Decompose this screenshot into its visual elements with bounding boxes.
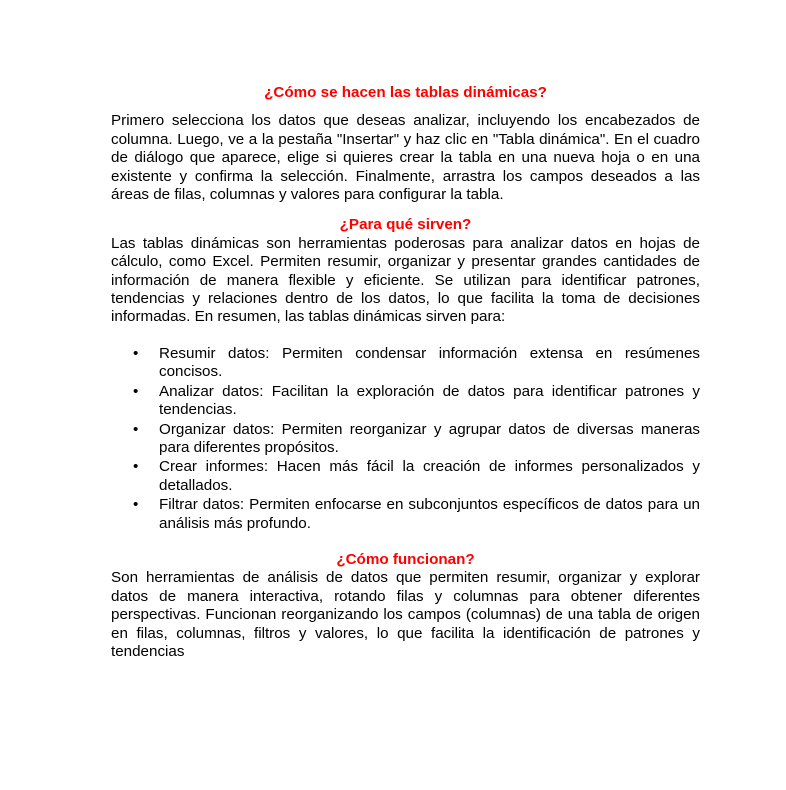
- list-item-text: Analizar datos: Facilitan la exploración de datos para identificar patrones y tendencias.: [159, 382, 700, 419]
- bullet-icon: •: [133, 382, 139, 400]
- list-item: [111, 496, 700, 533]
- paragraph-how-to-make: Primero selecciona los datos que deseas analizar, incluyendo los encabezados de columna. Luego, ve a la pestaña "Insertar" y haz clic en "Tabla dinámica". En el cuadro de diálogo que aparece, elige si quieres crear la tabla en una nueva hoja o en una existente y confirma la selección. Finalmente, arrastra los campos deseados a las áreas de filas, columnas y valores para configurar la tabla.: [111, 112, 700, 204]
- bullet-icon: •: [133, 420, 139, 438]
- bullet-icon: •: [133, 496, 139, 514]
- list-item-text: Filtrar datos: Permiten enfocarse en subconjuntos específicos de datos para un análisis más profundo.: [159, 496, 700, 532]
- list-item: [111, 421, 700, 458]
- heading-purpose: ¿Para qué sirven?: [339, 216, 472, 234]
- list-item: [111, 345, 700, 382]
- document-page: [111, 84, 700, 661]
- purpose-bullet-list: [111, 345, 700, 533]
- list-item-text: Crear informes: Hacen más fácil la creación de informes personalizados y detallados.: [159, 458, 700, 494]
- list-item-text: Organizar datos: Permiten reorganizar y agrupar datos de diversas maneras para diferentes propósitos.: [159, 420, 700, 456]
- list-item: [111, 383, 700, 420]
- heading-how-to-make: ¿Cómo se hacen las tablas dinámicas?: [264, 84, 547, 101]
- bullet-icon: •: [133, 458, 139, 476]
- paragraph-how-it-works: Son herramientas de análisis de datos que permiten resumir, organizar y explorar datos de manera interactiva, rotando filas y columnas para obtener diferentes perspectivas. Funcionan reorganizando los campos (columnas) de una tabla de origen en filas, columnas, filtros y valores, lo que facilita la identificación de patrones y tendencias: [111, 569, 700, 660]
- heading-how-it-works: ¿Cómo funcionan?: [336, 550, 475, 568]
- list-item: [111, 458, 700, 495]
- bullet-icon: •: [133, 344, 139, 362]
- paragraph-purpose: Las tablas dinámicas son herramientas poderosas para analizar datos en hojas de cálculo, como Excel. Permiten resumir, organizar y presentar grandes cantidades de información de manera flexible y eficiente. Se utilizan para identificar patrones, tendencias y relaciones dentro de los datos, lo que facilita la toma de decisiones informadas. En resumen, las tablas dinámicas sirven para:: [111, 234, 700, 326]
- list-item-text: Resumir datos: Permiten condensar información extensa en resúmenes concisos.: [159, 344, 700, 381]
